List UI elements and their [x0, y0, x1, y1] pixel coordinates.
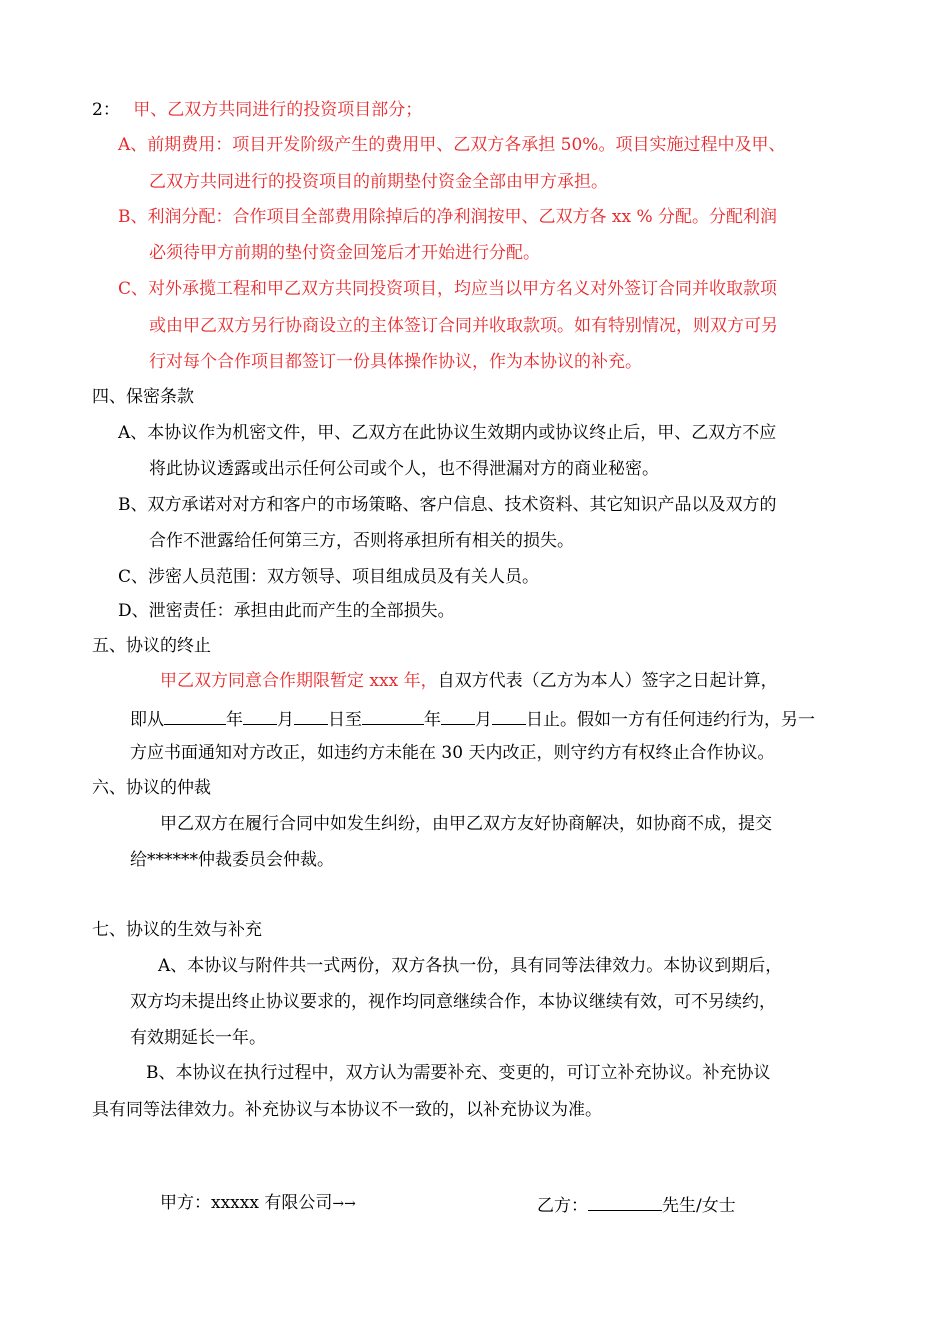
- start-month-blank[interactable]: [243, 706, 277, 725]
- section-2-heading: [92, 99, 422, 121]
- term-start-text: 自双方代表（乙方为本人）签字之日起计算，: [437, 671, 778, 691]
- start-year-blank[interactable]: [164, 706, 226, 725]
- clause-2a-line-2: 乙双方共同进行的投资项目的前期垫付资金全部由甲方承担。: [149, 172, 608, 192]
- party-a-signature: [160, 1192, 356, 1215]
- section-2-title: 甲、乙双方共同进行的投资项目部分；: [133, 100, 423, 120]
- from-label: 即从: [130, 710, 164, 730]
- clause-4a-line-2: 将此协议透露或出示任何公司或个人，也不得泄漏对方的商业秘密。: [149, 459, 659, 479]
- clause-2b-line-2: 必须待甲方前期的垫付资金回笼后才开始进行分配。: [149, 243, 540, 263]
- clause-5-line-1: [160, 670, 778, 692]
- day-to-label: 日至: [328, 710, 362, 730]
- clause-2c-line-3: 行对每个合作项目都签订一份具体操作协议，作为本协议的补充。: [149, 352, 642, 372]
- clause-5-line-2: [130, 706, 815, 731]
- clause-4b-line-2: 合作不泄露给任何第三方，否则将承担所有相关的损失。: [149, 531, 574, 551]
- section-4-heading: 四、保密条款: [92, 387, 194, 407]
- clause-6-line-1: 甲乙双方在履行合同中如发生纠纷，由甲乙双方友好协商解决，如协商不成，提交: [160, 814, 772, 834]
- start-day-blank[interactable]: [294, 706, 328, 725]
- arrow-mark: →→: [332, 1196, 356, 1212]
- party-a-label: 甲方：xxxxx 有限公司: [160, 1193, 333, 1213]
- clause-5-line-3: 方应书面通知对方改正，如违约方未能在 30 天内改正，则守约方有权终止合作协议。: [130, 743, 775, 763]
- term-duration-text: 甲乙双方同意合作期限暂定 xxx 年，: [160, 671, 438, 691]
- section-6-heading: 六、协议的仲裁: [92, 778, 211, 798]
- party-b-title: 先生/女士: [662, 1196, 736, 1216]
- section-5-heading: 五、协议的终止: [92, 636, 211, 656]
- clause-7a-line-1: A、本协议与附件共一式两份，双方各执一份，具有同等法律效力。本协议到期后，: [158, 956, 783, 976]
- clause-4c: C、涉密人员范围：双方领导、项目组成员及有关人员。: [118, 567, 540, 587]
- section-7-heading: 七、协议的生效与补充: [92, 920, 262, 940]
- clause-4a-line-1: A、本协议作为机密文件，甲、乙双方在此协议生效期内或协议终止后，甲、乙双方不应: [118, 423, 777, 443]
- year-label: 年: [226, 710, 243, 730]
- end-day-blank[interactable]: [492, 706, 526, 725]
- party-b-signature: [537, 1192, 736, 1217]
- clause-7b-line-1: B、本协议在执行过程中，双方认为需要补充、变更的，可订立补充协议。补充协议: [146, 1063, 771, 1083]
- party-b-name-blank[interactable]: [588, 1192, 662, 1211]
- year-label: 年: [424, 710, 441, 730]
- section-2-number: 2：: [92, 100, 120, 120]
- clause-2b-line-1: B、利润分配：合作项目全部费用除掉后的净利润按甲、乙双方各 xx % 分配。分配利润: [118, 207, 778, 227]
- clause-7b-line-2: 具有同等法律效力。补充协议与本协议不一致的，以补充协议为准。: [92, 1100, 602, 1120]
- clause-4d: D、泄密责任：承担由此而产生的全部损失。: [118, 601, 455, 621]
- end-year-blank[interactable]: [362, 706, 424, 725]
- clause-2c-line-2: 或由甲乙双方另行协商设立的主体签订合同并收取款项。如有特别情况，则双方可另: [149, 316, 778, 336]
- clause-7a-line-3: 有效期延长一年。: [130, 1028, 266, 1048]
- clause-4b-line-1: B、双方承诺对对方和客户的市场策略、客户信息、技术资料、其它知识产品以及双方的: [118, 495, 777, 515]
- month-label: 月: [475, 710, 492, 730]
- end-month-blank[interactable]: [441, 706, 475, 725]
- clause-7a-line-2: 双方均未提出终止协议要求的，视作均同意继续合作，本协议继续有效，可不另续约，: [130, 992, 776, 1012]
- month-label: 月: [277, 710, 294, 730]
- party-b-label: 乙方：: [537, 1196, 588, 1216]
- clause-6-line-2: 给******仲裁委员会仲裁。: [130, 850, 334, 870]
- breach-text: 日止。假如一方有任何违约行为，另一: [526, 710, 815, 730]
- clause-2c-line-1: C、对外承揽工程和甲乙双方共同投资项目，均应当以甲方名义对外签订合同并收取款项: [118, 279, 778, 299]
- clause-2a-line-1: A、前期费用：项目开发阶级产生的费用甲、乙双方各承担 50%。项目实施过程中及甲、: [118, 135, 786, 155]
